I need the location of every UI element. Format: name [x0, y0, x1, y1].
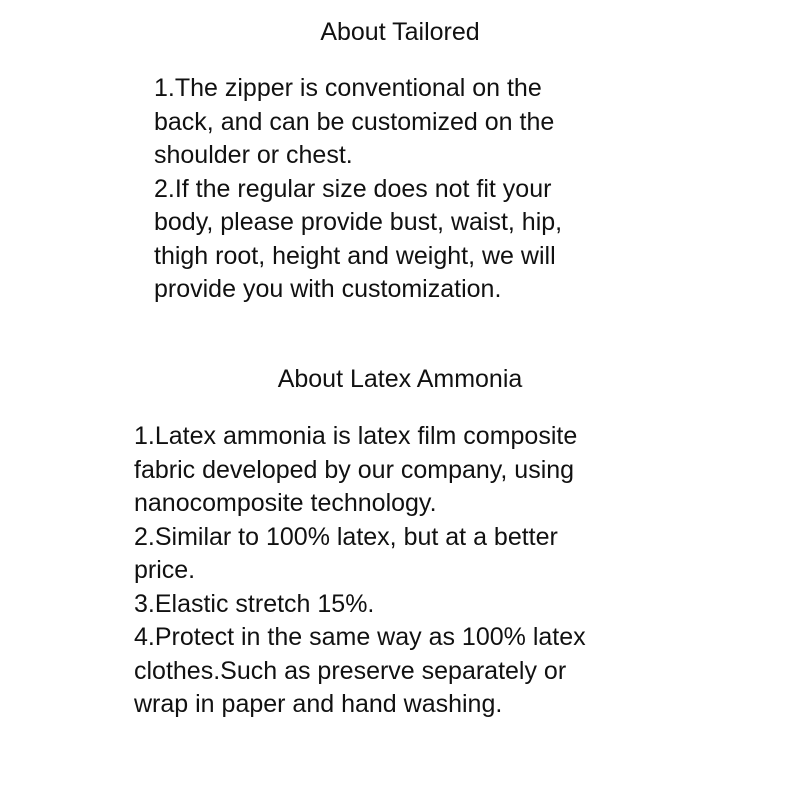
text-line: 4.Protect in the same way as 100% latex	[134, 623, 586, 651]
text-line: body, please provide bust, waist, hip,	[154, 208, 563, 236]
text-line: wrap in paper and hand washing.	[134, 690, 503, 718]
section-title-tailored: About Tailored	[320, 18, 480, 46]
text-line: 1.The zipper is conventional on the	[154, 74, 542, 102]
text-line: nanocomposite technology.	[134, 489, 437, 517]
text-line: fabric developed by our company, using	[134, 455, 575, 484]
text-line: 3.Elastic stretch 15%.	[134, 589, 375, 618]
text-line: shoulder or chest.	[154, 141, 353, 169]
text-line: back, and can be customized on the	[154, 107, 555, 136]
text-line: clothes.Such as preserve separately or	[134, 656, 567, 685]
text-line: provide you with customization.	[154, 275, 502, 303]
text-line: 2.If the regular size does not fit your	[154, 174, 552, 203]
text-line: 2.Similar to 100% latex, but at a better	[134, 522, 558, 551]
section-body-latex-ammonia	[134, 420, 586, 722]
section-body-tailored	[154, 72, 562, 307]
text-line: price.	[134, 556, 196, 584]
text-line: 1.Latex ammonia is latex film composite	[134, 422, 578, 450]
section-title-latex-ammonia: About Latex Ammonia	[277, 365, 523, 393]
text-line: thigh root, height and weight, we will	[154, 241, 556, 270]
